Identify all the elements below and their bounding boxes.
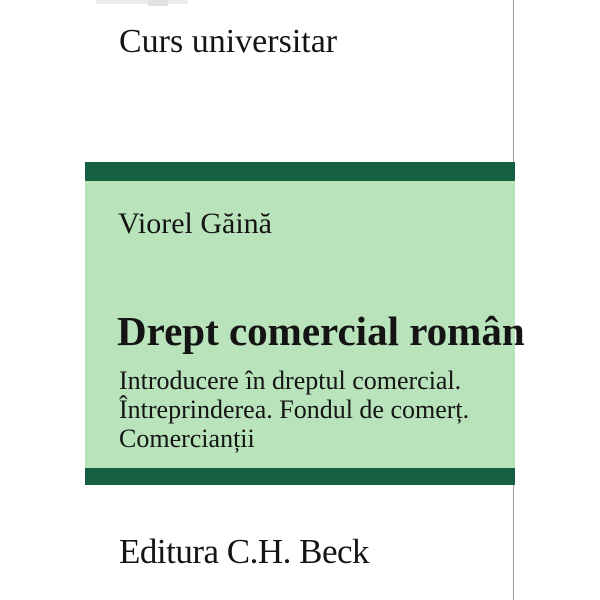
author-name: Viorel Găină: [118, 207, 272, 240]
book-subtitle: [119, 366, 469, 453]
book-title: Drept comercial român: [117, 308, 525, 354]
subtitle-line: Introducere în dreptul comercial.: [119, 366, 462, 395]
scan-artifact: [96, 0, 188, 4]
subtitle-line: Comercianții: [119, 424, 255, 453]
publisher-name: Editura C.H. Beck: [119, 532, 370, 571]
series-label: Curs universitar: [119, 23, 338, 60]
bottom-green-bar: [85, 468, 515, 485]
top-green-bar: [85, 162, 515, 181]
scan-artifact: [148, 0, 168, 6]
subtitle-line: Întreprinderea. Fondul de comerț.: [119, 395, 470, 424]
